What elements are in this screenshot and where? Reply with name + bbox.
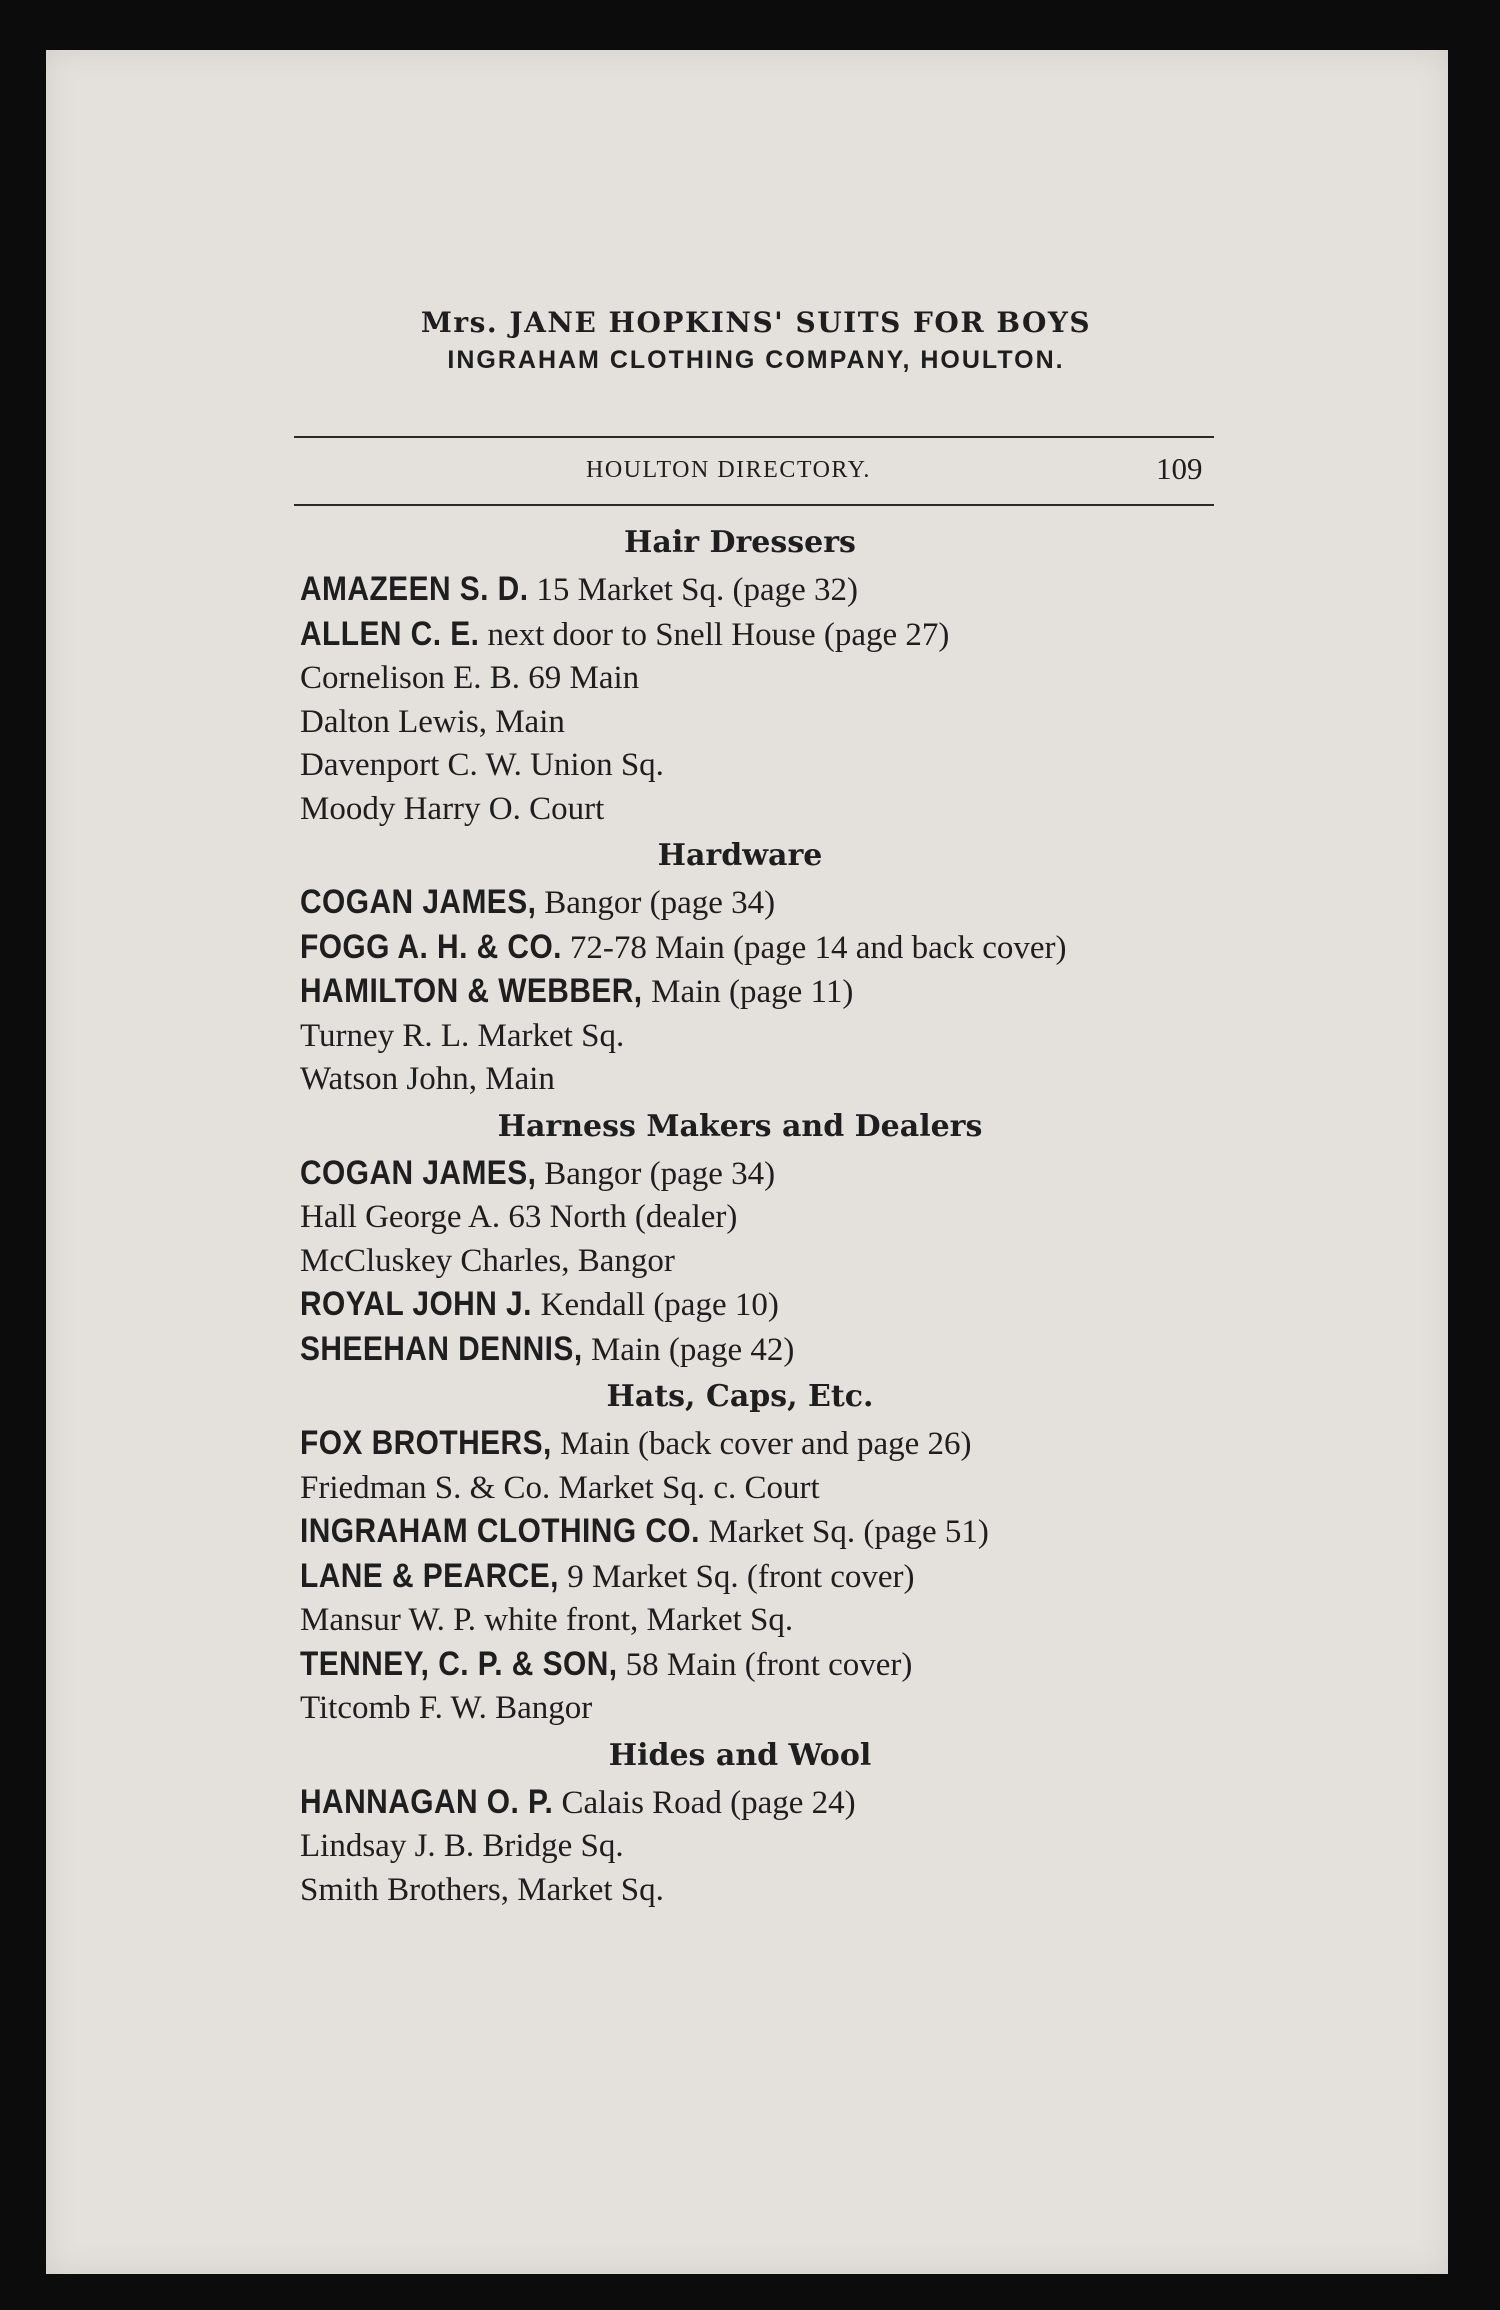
entry-text: Watson John, Main xyxy=(300,1061,555,1097)
directory-entry xyxy=(300,1825,1180,1869)
directory-entry xyxy=(300,657,1180,701)
entry-text: Cornelison E. B. 69 Main xyxy=(300,660,640,696)
entry-detail: 72-78 Main (page 14 and back cover) xyxy=(569,929,1067,966)
entry-text: Smith Brothers, Market Sq. xyxy=(300,1871,664,1908)
directory-entry xyxy=(300,1058,1180,1102)
section-heading: Harness Makers and Dealers xyxy=(497,1108,983,1144)
section-hardware xyxy=(300,831,1180,1102)
directory-entry xyxy=(300,613,1180,658)
directory-entry xyxy=(300,1240,1180,1284)
business-name: ALLEN C. E. xyxy=(300,614,480,653)
directory-listing xyxy=(300,518,1180,1912)
entry-detail: Kendall (page 10) xyxy=(540,1287,779,1323)
entry-text: Friedman S. & Co. Market Sq. c. Court xyxy=(300,1469,820,1506)
directory-page xyxy=(46,50,1448,2274)
directory-entry xyxy=(300,701,1180,745)
header-rule-top xyxy=(294,436,1214,438)
directory-entry xyxy=(300,1869,1180,1913)
advertisement-line-2: INGRAHAM CLOTHING COMPANY, HOULTON. xyxy=(447,346,1065,374)
entry-text: Mansur W. P. white front, Market Sq. xyxy=(300,1602,794,1638)
directory-entry xyxy=(300,568,1180,613)
business-name: HANNAGAN O. P. xyxy=(300,1782,554,1821)
entry-detail: Bangor (page 34) xyxy=(544,1155,776,1192)
directory-entry xyxy=(300,1781,1180,1826)
directory-entry xyxy=(300,1555,1180,1600)
section-heading: Hair Dressers xyxy=(624,525,856,560)
directory-entry xyxy=(300,1283,1180,1328)
section-hair-dressers xyxy=(300,518,1180,831)
directory-entry xyxy=(300,970,1180,1015)
directory-entry xyxy=(300,744,1180,788)
entry-text: Hall George A. 63 North (dealer) xyxy=(300,1199,738,1235)
business-name: SHEEHAN DENNIS, xyxy=(300,1329,583,1368)
entry-detail: Market Sq. (page 51) xyxy=(708,1514,989,1550)
entry-text: Lindsay J. B. Bridge Sq. xyxy=(300,1828,624,1864)
directory-entry xyxy=(300,1687,1180,1731)
directory-entry xyxy=(300,1643,1180,1688)
directory-entry xyxy=(300,788,1180,832)
entry-text: Dalton Lewis, Main xyxy=(300,703,565,740)
entry-detail: Main (page 11) xyxy=(651,974,854,1010)
entry-detail: Main (page 42) xyxy=(590,1331,795,1368)
entry-detail: 15 Market Sq. (page 32) xyxy=(536,572,859,608)
section-heading: Hardware xyxy=(657,838,823,873)
entry-detail: next door to Snell House (page 27) xyxy=(487,616,950,653)
directory-entry xyxy=(300,1152,1180,1197)
section-harness-makers-and-dealers xyxy=(300,1102,1180,1373)
directory-entry xyxy=(300,881,1180,926)
section-hats-caps-etc xyxy=(300,1372,1180,1731)
advertisement-line-1: Mrs. JANE HOPKINS' SUITS FOR BOYS xyxy=(420,306,1092,339)
entry-text: Titcomb F. W. Bangor xyxy=(300,1690,593,1726)
directory-entry xyxy=(300,1196,1180,1240)
business-name: FOGG A. H. & CO. xyxy=(300,927,562,966)
entry-detail: 9 Market Sq. (front cover) xyxy=(567,1558,915,1595)
section-hides-and-wool xyxy=(300,1731,1180,1913)
entry-text: Moody Harry O. Court xyxy=(300,790,605,827)
directory-entry xyxy=(300,926,1180,971)
section-heading: Hides and Wool xyxy=(608,1737,872,1773)
header-rule-bottom xyxy=(294,504,1214,506)
business-name: HAMILTON & WEBBER, xyxy=(300,972,643,1010)
section-heading: Hats, Caps, Etc. xyxy=(606,1379,874,1414)
entry-text: Davenport C. W. Union Sq. xyxy=(300,747,664,783)
entry-detail: Calais Road (page 24) xyxy=(561,1784,856,1821)
entry-detail: Main (back cover and page 26) xyxy=(560,1426,972,1462)
directory-entry xyxy=(300,1510,1180,1555)
directory-entry xyxy=(300,1015,1180,1059)
business-name: FOX BROTHERS, xyxy=(300,1424,552,1462)
entry-text: McCluskey Charles, Bangor xyxy=(300,1242,675,1279)
directory-entry xyxy=(300,1422,1180,1467)
business-name: COGAN JAMES, xyxy=(300,1153,537,1192)
directory-entry xyxy=(300,1328,1180,1373)
business-name: AMAZEEN S. D. xyxy=(300,570,529,608)
business-name: INGRAHAM CLOTHING CO. xyxy=(300,1512,700,1550)
directory-entry xyxy=(300,1599,1180,1643)
business-name: ROYAL JOHN J. xyxy=(300,1285,532,1323)
entry-detail: 58 Main (front cover) xyxy=(625,1646,913,1683)
entry-detail: Bangor (page 34) xyxy=(544,885,776,921)
running-head: HOULTON DIRECTORY. xyxy=(586,457,871,483)
business-name: TENNEY, C. P. & SON, xyxy=(300,1644,618,1683)
business-name: COGAN JAMES, xyxy=(300,883,537,921)
page-number: 109 xyxy=(1156,451,1203,486)
business-name: LANE & PEARCE, xyxy=(300,1556,559,1595)
directory-entry xyxy=(300,1467,1180,1511)
entry-text: Turney R. L. Market Sq. xyxy=(300,1017,625,1054)
